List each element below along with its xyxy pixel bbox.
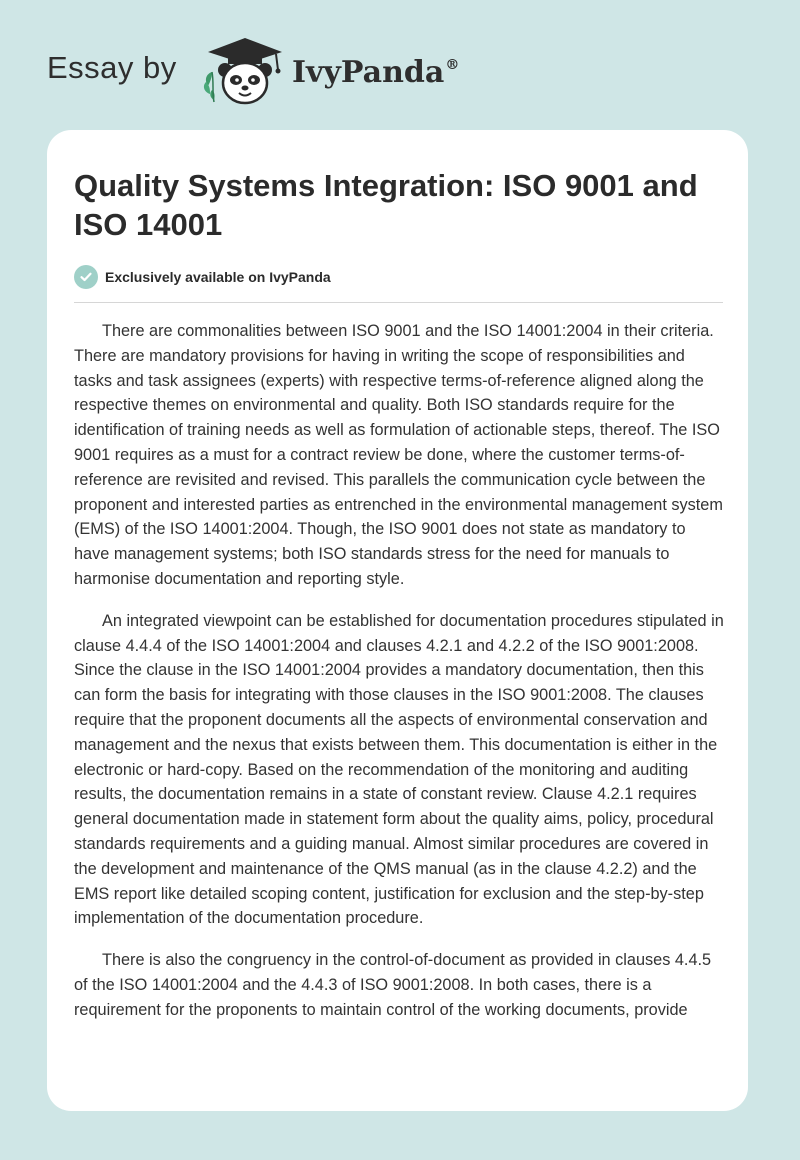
registered-mark: ® bbox=[445, 57, 460, 73]
check-circle-icon bbox=[74, 265, 98, 289]
exclusive-badge bbox=[74, 264, 331, 290]
brand-text[interactable]: IvyPanda bbox=[292, 55, 445, 90]
brand-name[interactable] bbox=[292, 55, 459, 90]
exclusive-badge-label: Exclusively available on IvyPanda bbox=[105, 269, 331, 285]
paragraph-1: There are commonalities between ISO 9001 and the ISO 14001:2004 in their criteria. There are mandatory provisions for having in writing the scope of responsibilities and tasks and task assignees (experts) with respective terms-of-reference aligned along the respective themes on environmental and quality. Both ISO standards require for the identification of training needs as well as formulation of actionable steps, thereof. The ISO 9001 requires as a must for a contract review be done, where the customer terms-of-reference are revisited and revised. This parallels the communication cycle between the proponent and interested parties as entrenched in the environmental management system (EMS) of the ISO 14001:2004. Though, the ISO 9001 does not state as mandatory to have management systems; both ISO standards stress for the need for manuals to harmonise documentation and reporting style. bbox=[74, 322, 723, 588]
essay-card bbox=[47, 130, 748, 1111]
title-divider bbox=[74, 302, 723, 303]
panda-logo-icon[interactable] bbox=[200, 36, 290, 108]
site-header bbox=[0, 0, 800, 130]
paragraph-2: An integrated viewpoint can be established for documentation procedures stipulated in clause 4.4.4 of the ISO 14001:2004 and clauses 4.2.1 and 4.2.2 of the ISO 9001:2008. Since the clause in the ISO 14001:2004 provides a mandatory documentation, then this can form the basis for integrating with those clauses in the ISO 9001:2008. The clauses require that the proponent documents all the aspects of environmental conservation and management and the nexus that exists between them. This documentation is either in the electronic or hard-copy. Based on the recommendation of the monitoring and auditing results, the documentation remains in a state of constant review. Clause 4.2.1 requires general documentation made in statement form about the quality aims, policy, procedural standards requirements and a guiding manual. Almost similar procedures are covered in the development and maintenance of the QMS manual (as in the clause 4.2.2) and the EMS report like detailed scoping content, justification for exclusion and the step-by-step implementation of the documentation procedure. bbox=[74, 611, 724, 928]
paragraph-3: There is also the congruency in the control-of-document as provided in clauses 4.4.5 of the ISO 14001:2004 and the 4.4.3 of ISO 9001:2008. In both cases, there is a requirement for the proponents to maintain control of the working documents, provide bbox=[74, 951, 712, 1019]
essay-body bbox=[74, 319, 724, 1040]
essay-by-label: Essay by bbox=[47, 50, 177, 85]
essay-title: Quality Systems Integration: ISO 9001 and ISO 14001 bbox=[74, 168, 698, 242]
